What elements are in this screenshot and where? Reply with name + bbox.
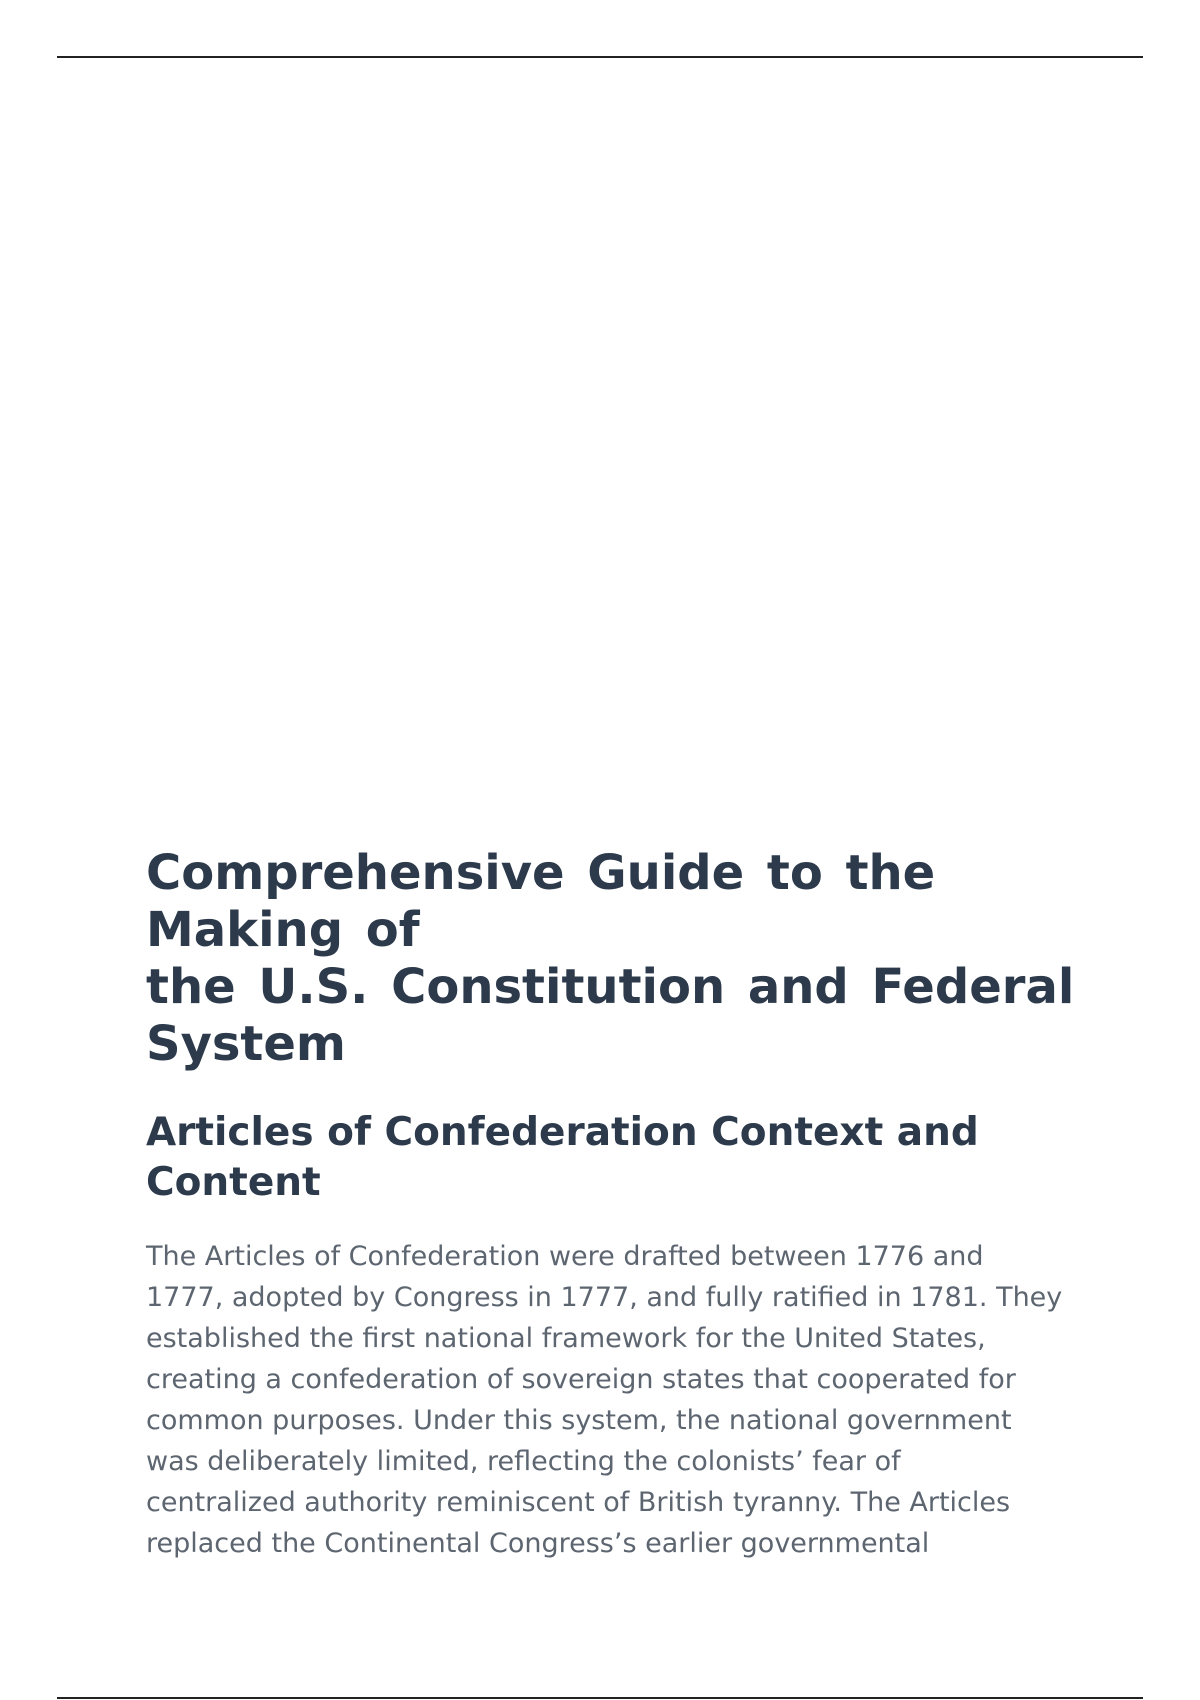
paragraph-line: creating a confederation of sovereign states that cooperated for: [146, 1364, 1016, 1395]
top-rule: [57, 56, 1143, 58]
document-title: [146, 845, 1106, 1073]
title-line: System: [146, 1016, 346, 1072]
paragraph-line: was deliberately limited, reﬂecting the colonists’ fear of: [146, 1446, 901, 1477]
section-heading-line: Articles of Confederation Context and: [146, 1110, 979, 1155]
paragraph-line: 1777, adopted by Congress in 1777, and fully ratiﬁed in 1781. They: [146, 1282, 1063, 1313]
bottom-rule: [57, 1697, 1143, 1699]
title-line: Comprehensive Guide to the: [146, 845, 936, 901]
paragraph-line: The Articles of Confederation were drafted between 1776 and: [146, 1241, 984, 1272]
section-heading: [146, 1108, 1106, 1208]
page-content: [146, 845, 1106, 1564]
body-paragraph: [146, 1236, 1106, 1564]
paragraph-line: established the ﬁrst national framework for the United States,: [146, 1323, 986, 1354]
section-heading-line: Content: [146, 1160, 321, 1205]
title-line: the U.S. Constitution and Federal: [146, 959, 1075, 1015]
paragraph-line: centralized authority reminiscent of British tyranny. The Articles: [146, 1487, 1011, 1518]
paragraph-line: common purposes. Under this system, the national government: [146, 1405, 1012, 1436]
title-line: Making of: [146, 902, 420, 958]
paragraph-line: replaced the Continental Congress’s earlier governmental: [146, 1528, 930, 1559]
